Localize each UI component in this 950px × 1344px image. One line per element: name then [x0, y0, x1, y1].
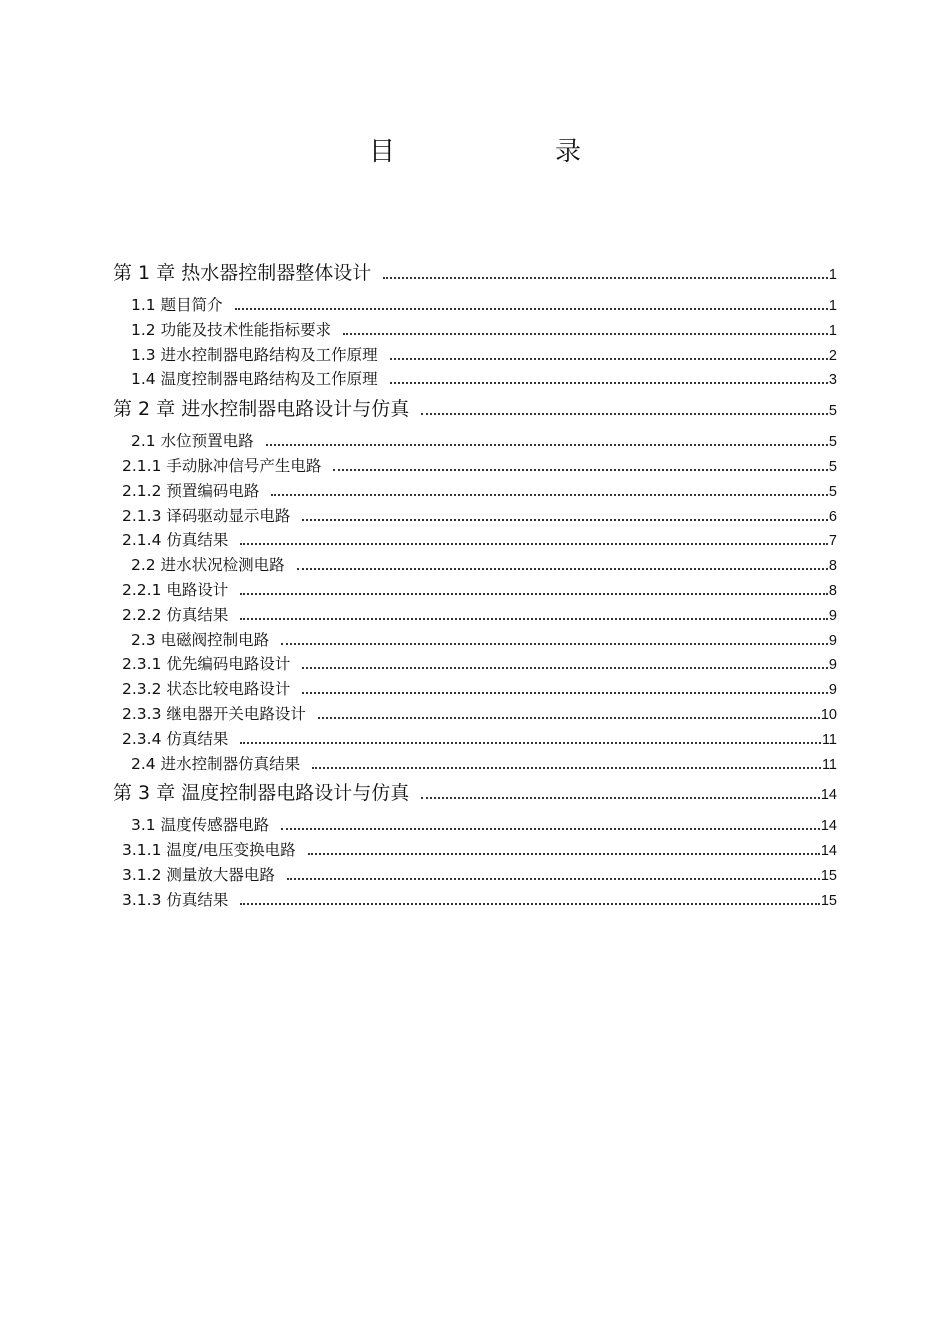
- toc-page-number: 11: [821, 731, 837, 748]
- toc-entry-label: 1.4 温度控制器电路结构及工作原理: [131, 370, 378, 389]
- toc-chapter-entry[interactable]: [113, 258, 837, 289]
- toc-section-entry[interactable]: [113, 813, 837, 838]
- toc-subsection-entry[interactable]: [113, 702, 837, 727]
- toc-entry-label: 2.2.2 仿真结果: [122, 605, 229, 624]
- toc-entry-label: 3.1.1 温度/电压变换电路: [122, 841, 296, 860]
- dot-leader: [297, 568, 828, 570]
- toc-page-number: 6: [828, 508, 837, 525]
- toc-page-number: 1: [828, 322, 837, 339]
- dot-leader: [308, 853, 820, 855]
- dot-leader: [421, 413, 828, 415]
- toc-entry-label: 2.3 电磁阀控制电路: [131, 630, 270, 649]
- toc-subsection-entry[interactable]: [113, 888, 837, 913]
- toc-page-number: 5: [828, 458, 837, 475]
- toc-entry-label: 2.3.3 继电器开关电路设计: [122, 704, 306, 723]
- dot-leader: [421, 797, 820, 799]
- dot-leader: [333, 469, 828, 471]
- toc-page-number: 9: [828, 657, 837, 674]
- toc-section-entry[interactable]: [113, 628, 837, 653]
- dot-leader: [383, 277, 828, 279]
- dot-leader: [281, 828, 820, 830]
- toc-page-number: 8: [828, 582, 837, 599]
- toc-section-entry[interactable]: [113, 553, 837, 578]
- toc-subsection-entry[interactable]: [113, 479, 837, 504]
- toc-page-number: 2: [828, 347, 837, 364]
- toc-entry-label: 2.1.2 预置编码电路: [122, 481, 260, 500]
- dot-leader: [390, 382, 828, 384]
- toc-entry-label: 2.1 水位预置电路: [131, 432, 254, 451]
- dot-leader: [271, 494, 828, 496]
- toc-page-number: 9: [828, 632, 837, 649]
- toc-entry-label: 2.1.1 手动脉冲信号产生电路: [122, 456, 322, 475]
- toc-page-number: 1: [828, 298, 837, 314]
- toc-section-entry[interactable]: [113, 343, 837, 368]
- toc-entry-label: 1.2 功能及技术性能指标要求: [131, 320, 332, 339]
- toc-subsection-entry[interactable]: [113, 578, 837, 603]
- toc-page-number: 1: [828, 267, 837, 283]
- toc-section-entry[interactable]: [113, 429, 837, 454]
- toc-section-entry[interactable]: [113, 367, 837, 392]
- toc-title: 目 录: [368, 137, 617, 167]
- toc-subsection-entry[interactable]: [113, 838, 837, 863]
- dot-leader: [240, 903, 819, 905]
- toc-page-number: 14: [820, 818, 837, 835]
- toc-entry-label: 2.3.2 状态比较电路设计: [122, 680, 291, 699]
- dot-leader: [235, 308, 828, 310]
- toc-subsection-entry[interactable]: [113, 727, 837, 752]
- toc-entry-label: 3.1.3 仿真结果: [122, 890, 229, 909]
- toc-page-number: 5: [828, 483, 837, 500]
- toc-section-entry[interactable]: [113, 293, 837, 318]
- dot-leader: [302, 667, 828, 669]
- toc-subsection-entry[interactable]: [113, 603, 837, 628]
- toc-page-number: 9: [828, 682, 837, 699]
- toc-page-number: 5: [828, 403, 837, 420]
- toc-entry-label: 2.4 进水控制器仿真结果: [131, 754, 301, 773]
- toc-entry-label: 1.3 进水控制器电路结构及工作原理: [131, 345, 378, 364]
- toc-entry-label: 第 3 章 温度控制器电路设计与仿真: [113, 782, 410, 805]
- toc-page-number: 15: [820, 892, 837, 909]
- toc-section-entry[interactable]: [113, 318, 837, 343]
- toc-page-number: 15: [820, 867, 837, 884]
- toc-entry-label: 第 2 章 进水控制器电路设计与仿真: [113, 398, 410, 421]
- toc-page-number: 3: [828, 372, 837, 389]
- toc-entry-label: 第 1 章 热水器控制器整体设计: [113, 262, 372, 284]
- toc-subsection-entry[interactable]: [113, 454, 837, 479]
- toc-entry-label: 2.1.4 仿真结果: [122, 531, 229, 550]
- dot-leader: [302, 692, 828, 694]
- dot-leader: [240, 543, 828, 545]
- toc-page-number: 5: [828, 434, 837, 451]
- dot-leader: [312, 767, 821, 769]
- toc-page-number: 9: [828, 607, 837, 624]
- dot-leader: [266, 444, 828, 446]
- dot-leader: [281, 643, 828, 645]
- toc-section-entry[interactable]: [113, 752, 837, 777]
- toc-entry-label: 2.2 进水状况检测电路: [131, 556, 285, 575]
- toc-entry-label: 3.1 温度传感器电路: [131, 816, 270, 835]
- toc-subsection-entry[interactable]: [113, 677, 837, 702]
- toc-entry-label: 2.2.1 电路设计: [122, 580, 229, 599]
- dot-leader: [240, 618, 828, 620]
- dot-leader: [240, 593, 828, 595]
- dot-leader: [240, 742, 821, 744]
- toc-subsection-entry[interactable]: [113, 652, 837, 677]
- toc-entry-label: 2.1.3 译码驱动显示电路: [122, 506, 291, 525]
- toc-page-number: 14: [820, 787, 837, 804]
- toc-page-number: 11: [821, 756, 837, 773]
- toc-subsection-entry[interactable]: [113, 863, 837, 888]
- toc-subsection-entry[interactable]: [113, 528, 837, 553]
- dot-leader: [287, 878, 820, 880]
- toc-entry-label: 3.1.2 测量放大器电路: [122, 865, 275, 884]
- dot-leader: [302, 519, 828, 521]
- toc-page-number: 14: [820, 843, 837, 860]
- toc-entry-label: 1.1 题目简介: [131, 296, 223, 314]
- toc-subsection-entry[interactable]: [113, 504, 837, 529]
- toc-list: [113, 258, 837, 913]
- toc-chapter-entry[interactable]: [113, 778, 837, 809]
- toc-page-number: 7: [828, 533, 837, 550]
- dot-leader: [390, 358, 828, 360]
- toc-chapter-entry[interactable]: [113, 394, 837, 425]
- dot-leader: [318, 717, 820, 719]
- toc-entry-label: 2.3.4 仿真结果: [122, 729, 229, 748]
- toc-page-number: 8: [828, 558, 837, 575]
- toc-page-number: 10: [820, 706, 837, 723]
- dot-leader: [343, 333, 828, 335]
- toc-entry-label: 2.3.1 优先编码电路设计: [122, 655, 291, 674]
